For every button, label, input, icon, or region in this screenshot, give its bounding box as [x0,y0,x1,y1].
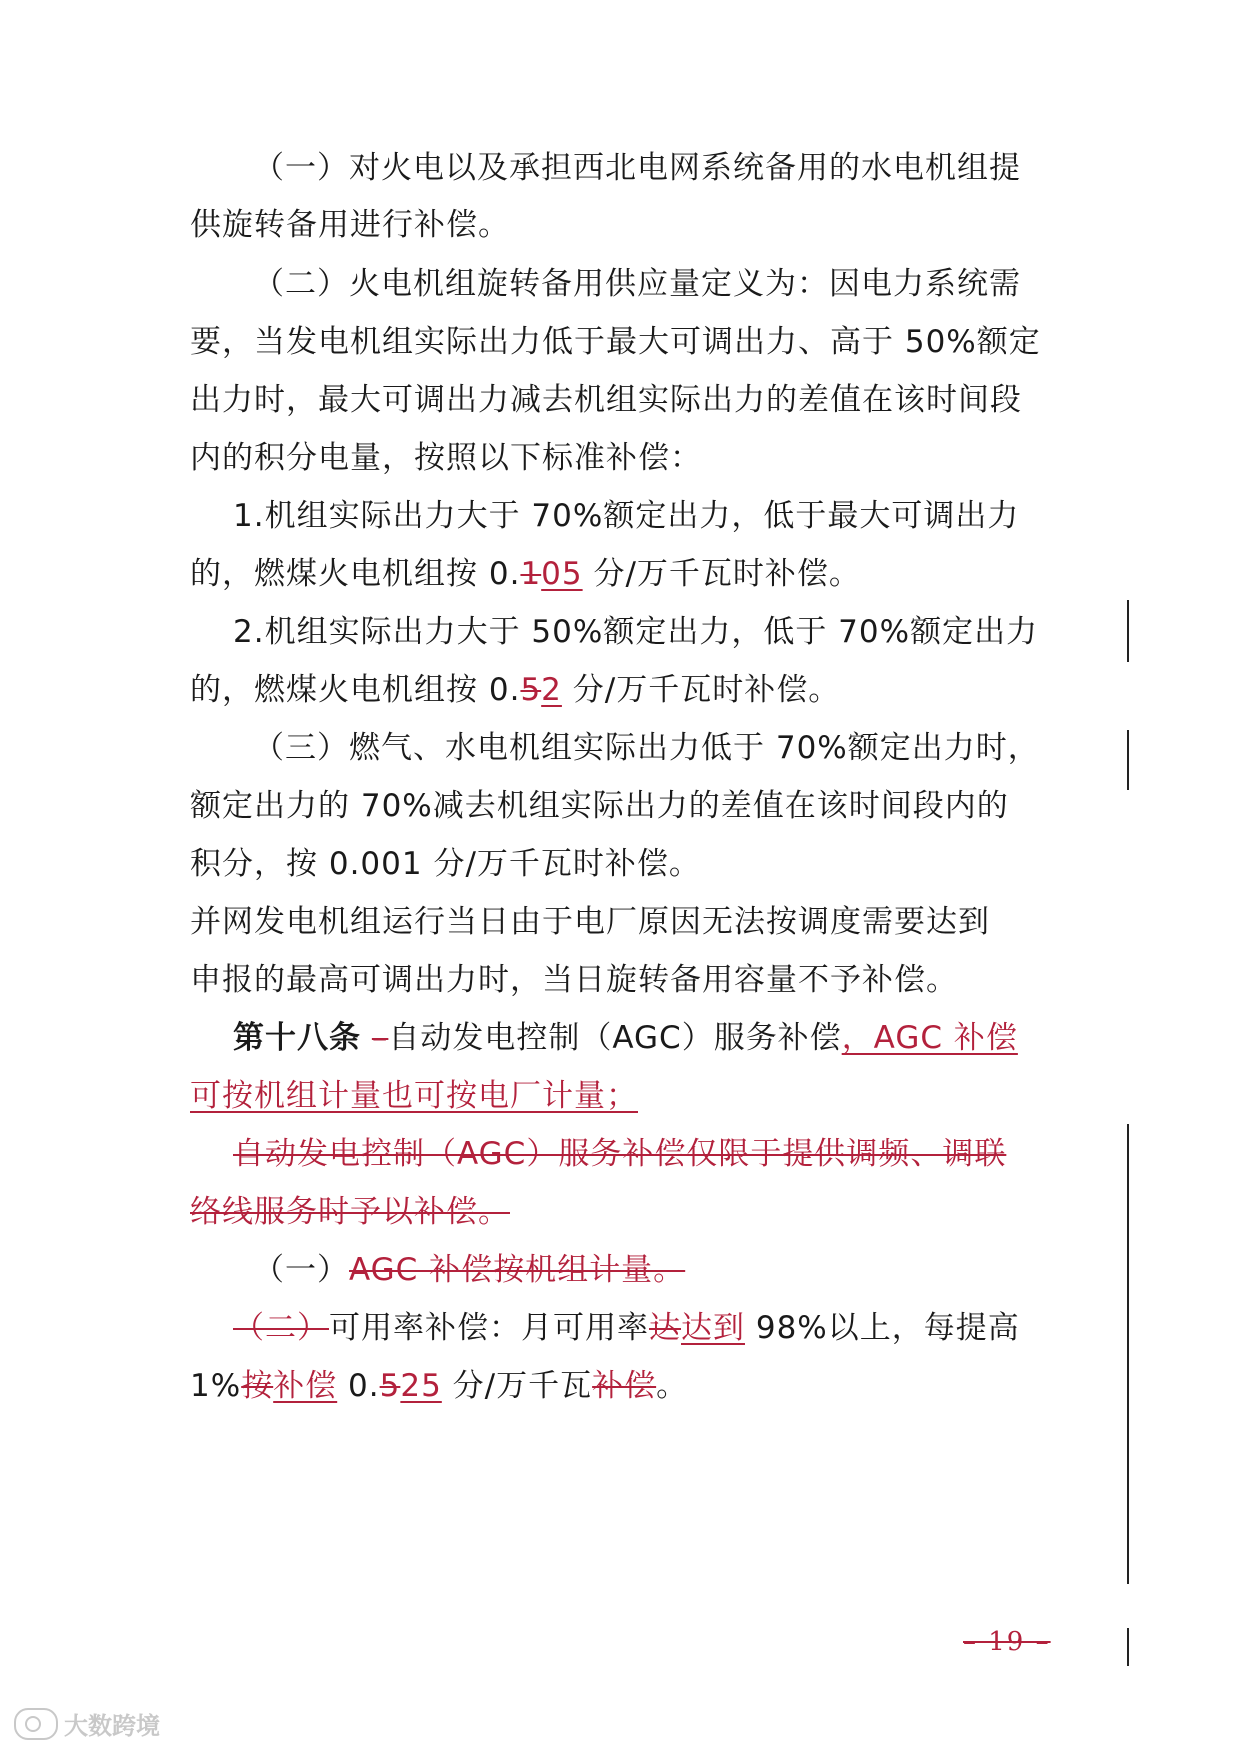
article-18-sub-2-inserted-2: 补偿 [273,1368,338,1404]
article-18-title: 自动发电控制（AGC）服务补偿 [388,1020,842,1056]
paragraph-3-line-2: 额定出力的 70%减去机组实际出力的差值在该时间段内的 [190,788,1009,824]
paragraph-3-line-1: （三）燃气、水电机组实际出力低于 70%额定出力时， [253,730,1040,766]
article-18-deleted-line-1 [233,1134,1093,1174]
article-18-sub-2-deleted-2: 按 [241,1368,274,1404]
item-1-prefix: 的，燃煤火电机组按 0. [190,556,521,592]
article-18-sub-2-end: 。 [656,1368,689,1404]
item-2-line-1: 2.机组实际出力大于 50%额定出力，低于 70%额定出力 [233,614,1039,650]
paragraph-2-line-2: 要，当发电机组实际出力低于最大可调出力、高于 50%额定 [190,324,1041,360]
item-1-line-1: 1.机组实际出力大于 70%额定出力，低于最大可调出力 [233,498,1020,534]
change-bar [1127,1124,1129,1584]
article-18-deleted-mark: – [371,1020,389,1056]
item-2-line-2 [190,670,1050,710]
article-18-heading: 第十八条 [233,1020,361,1056]
article-18-sub-2-text-2: 98%以上，每提高 [745,1310,1020,1346]
article-18-inserted-1: ，AGC 补偿 [841,1020,1018,1056]
article-18-heading-line [233,1018,1093,1058]
article-18-sub-2-deleted-3: 5 [379,1368,401,1404]
article-18-sub-1 [253,1250,1113,1290]
watermark-text: 大数跨境 [64,1712,160,1740]
item-2-deleted: 5 [520,672,542,708]
item-1-deleted: 1 [520,556,542,592]
paragraph-2-line-3: 出力时，最大可调出力减去机组实际出力的差值在该时间段 [190,382,1022,418]
watermark [14,1706,160,1741]
paragraph-1-line-1: （一）对火电以及承担西北电网系统备用的水电机组提 [253,150,1021,186]
paragraph-1-line-2: 供旋转备用进行补偿。 [190,207,510,243]
article-18-sub-2-line-2 [190,1366,1050,1406]
article-18-sub-2-inserted-3: 25 [400,1368,442,1404]
paragraph-2-line-4: 内的积分电量，按照以下标准补偿： [190,440,702,476]
article-18-line-2 [190,1076,1050,1116]
item-2-suffix: 分/万千瓦时补偿。 [561,672,841,708]
article-18-sub-2-value-prefix: 0. [337,1368,380,1404]
article-18-sub-2-inserted-1: 达到 [681,1310,745,1346]
paragraph-3-line-3: 积分，按 0.001 分/万千瓦时补偿。 [190,846,701,882]
article-18-deleted-line-2 [190,1192,1050,1232]
article-18-sub-2-deleted-1: 达 [649,1310,681,1346]
change-bar [1127,1628,1129,1666]
article-18-sub-2-deleted-label: （二） [233,1310,329,1346]
article-18-deleted-text-2: 络线服务时予以补偿。 [190,1194,510,1230]
paragraph-4-line-1: 并网发电机组运行当日由于电厂原因无法按调度需要达到 [190,904,990,940]
article-18-sub-1-label: （一） [253,1252,349,1288]
article-18-sub-2-line-1 [233,1308,1093,1348]
item-1-line-2 [190,554,1050,594]
change-bar [1127,600,1129,662]
article-18-sub-2-prefix: 1% [190,1368,242,1404]
article-18-sub-1-deleted: AGC 补偿按机组计量。 [349,1252,686,1288]
item-2-prefix: 的，燃煤火电机组按 0. [190,672,521,708]
watermark-logo-icon [14,1708,58,1740]
item-1-suffix: 分/万千瓦时补偿。 [582,556,861,592]
item-2-inserted: 2 [541,672,562,708]
article-18-sub-2-text-1: 可用率补偿：月可用率 [329,1310,649,1346]
paragraph-4-line-2: 申报的最高可调出力时，当日旋转备用容量不予补偿。 [190,962,958,998]
article-18-sub-2-deleted-4: 补偿 [592,1368,657,1404]
article-18-deleted-text-1: 自动发电控制（AGC）服务补偿仅限于提供调频、调联 [233,1136,1007,1172]
article-18-inserted-2: 可按机组计量也可按电厂计量； [190,1078,638,1114]
page-number: – 19 – [963,1627,1051,1657]
paragraph-2-line-1: （二）火电机组旋转备用供应量定义为：因电力系统需 [253,266,1021,302]
change-bar [1127,730,1129,790]
item-1-inserted: 05 [541,556,583,592]
article-18-sub-2-unit: 分/万千瓦 [441,1368,593,1404]
